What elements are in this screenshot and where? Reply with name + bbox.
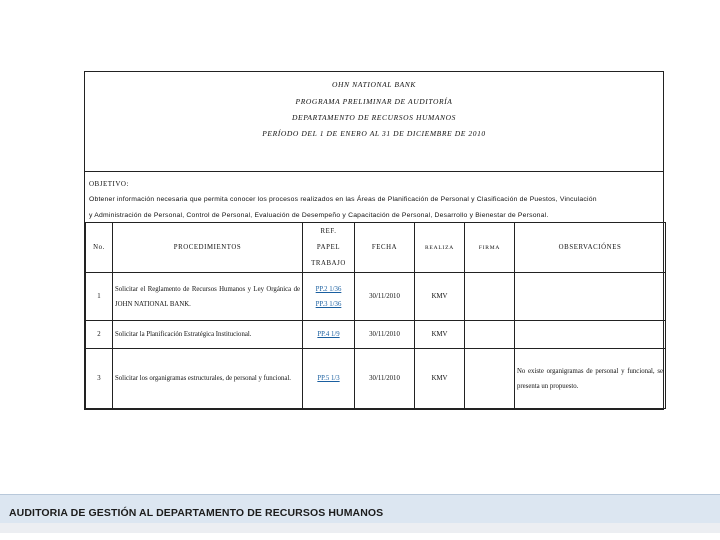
col-header-ref-line-3: TRABAJO (311, 259, 346, 267)
objective-text-line-1: Obtener información necesaria que permita conocer los procesos realizados en las Áreas de Planificación de Personal y Clasificación de Puestos, Vinculación (89, 196, 597, 203)
table-row (86, 321, 666, 349)
ref-link[interactable]: PP.2 1/36 (315, 285, 342, 293)
document-header (85, 72, 663, 172)
table-row (86, 273, 666, 321)
footer-title: AUDITORIA DE GESTIÓN AL DEPARTAMENTO DE RECURSOS HUMANOS (9, 507, 384, 519)
row-procedure: Solicitar los organigramas estructurales, de personal y funcional. (113, 349, 303, 409)
objective-section (85, 172, 663, 222)
row-date: 30/11/2010 (355, 321, 415, 349)
table-row (86, 349, 666, 409)
row-observation (515, 321, 666, 349)
row-performed-by: KMV (415, 273, 465, 321)
audit-program-document (84, 71, 664, 410)
row-ref-cell (303, 273, 355, 321)
row-signature (465, 321, 515, 349)
objective-label: OBJETIVO: (89, 180, 129, 188)
row-observation: No existe organigramas de personal y funcional, se presenta un propuesto. (515, 349, 666, 409)
col-header-performed: REALIZA (415, 223, 465, 273)
col-header-procedures: PROCEDIMIENTOS (113, 223, 303, 273)
ref-link[interactable]: PP.3 1/36 (315, 300, 342, 308)
period-title: PERÍODO DEL 1 DE ENERO AL 31 DE DICIEMBRE DE 2010 (262, 129, 486, 138)
col-header-no: No. (86, 223, 113, 273)
procedures-table (85, 222, 666, 409)
row-performed-by: KMV (415, 321, 465, 349)
ref-link[interactable]: PP.5 1/3 (317, 375, 340, 382)
row-signature (465, 273, 515, 321)
ref-link[interactable]: PP.4 1/9 (317, 331, 340, 338)
bank-name: OHN NATIONAL BANK (332, 80, 416, 89)
row-number: 2 (86, 321, 113, 349)
table-header-row (86, 223, 666, 273)
row-ref-cell (303, 321, 355, 349)
department-title: DEPARTAMENTO DE RECURSOS HUMANOS (292, 113, 456, 122)
program-title: PROGRAMA PRELIMINAR DE AUDITORÍA (295, 97, 453, 106)
col-header-observations: OBSERVACIÓNES (515, 223, 666, 273)
col-header-ref-line-2: PAPEL (316, 243, 341, 251)
objective-text-line-2: y Administración de Personal, Control de Personal, Evaluación de Desempeño y Capacitación de Personal, Desarrollo y Bienestar de Personal. (89, 212, 549, 219)
row-ref-cell (303, 349, 355, 409)
row-observation (515, 273, 666, 321)
row-performed-by: KMV (415, 349, 465, 409)
row-signature (465, 349, 515, 409)
footer-divider (0, 523, 720, 533)
row-date: 30/11/2010 (355, 273, 415, 321)
col-header-ref (303, 223, 355, 273)
row-procedure: Solicitar la Planificación Estratégica Institucional. (113, 321, 303, 349)
col-header-date: FECHA (355, 223, 415, 273)
row-number: 3 (86, 349, 113, 409)
row-procedure: Solicitar el Reglamento de Recursos Humanos y Ley Orgánica de JOHN NATIONAL BANK. (113, 273, 303, 321)
col-header-signature: FIRMA (465, 223, 515, 273)
row-date: 30/11/2010 (355, 349, 415, 409)
row-number: 1 (86, 273, 113, 321)
col-header-ref-line-1: REF. (320, 227, 337, 235)
